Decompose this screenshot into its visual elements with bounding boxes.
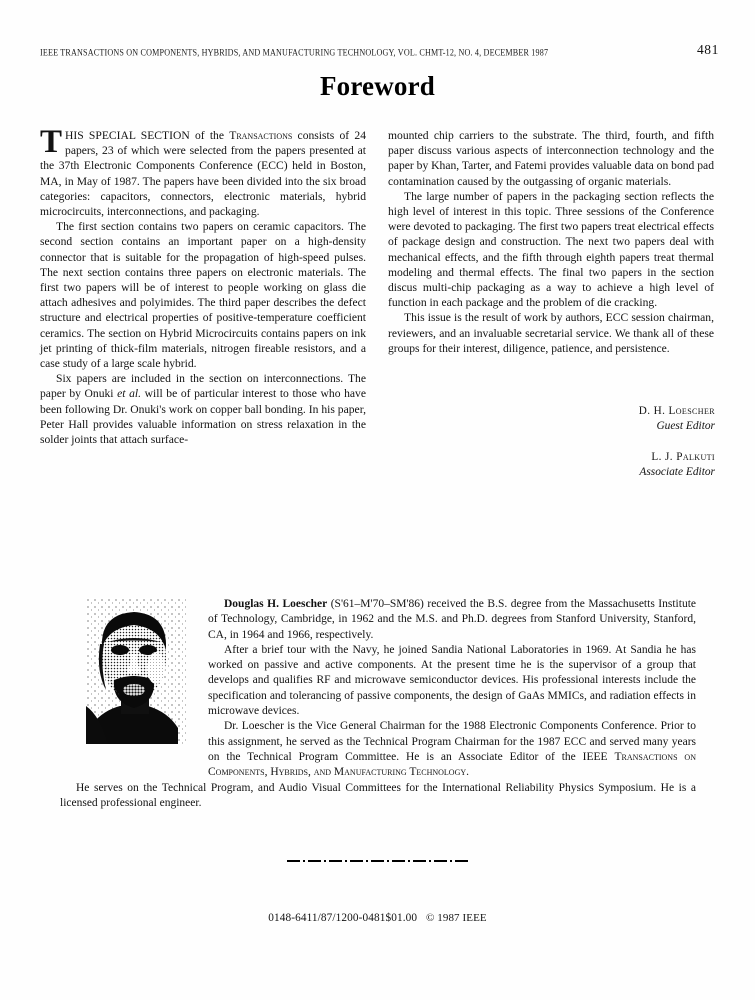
left-p1-lead: HIS SPECIAL SECTION of the [65, 129, 230, 142]
portrait-photo-image [86, 598, 186, 744]
bio-transactions-smallcaps: Transactions on Components, Hybrids, and Manufacturing Technology [208, 750, 696, 779]
copyright-notice: © 1987 IEEE [425, 912, 487, 924]
page-title: Foreword [319, 71, 436, 101]
left-p3-lead: Six papers are included in the section on interconnections. The paper by Onuki [40, 372, 366, 401]
right-paragraph-2: The large number of papers in the packaging section reflects the high level of interest in this topic. Three sessions of the Conference were devoted to packaging. The first two papers treat electrical effects of package design and construction. The next two papers deal with mechanical effects, and the fifth through eighth papers treat thermal modeling and thermal effects. The final two papers in the section discus multi-chip packaging as a way to achieve a high level of function in each package and the problem of die cracking. [388, 189, 714, 310]
left-p1-rest: consists of 24 papers, 23 of which were selected from the papers presented at the 37th Electronic Components Conference (ECC) held in Boston, MA, in May of 1987. The papers have been divided into the six broad categories: capacitors, connectors, electronic materials, hybrid microcircuits, interconnections, and packaging. [40, 129, 366, 219]
drop-cap: T [40, 124, 63, 160]
left-paragraph-2: The first section contains two papers on ceramic capacitors. The second section contains an important paper on a high-density connector that is suitable for the propagation of high-speed pulses. The next section contains three papers on electronic materials. The first two papers will be of interest to people working on glass die attach adhesives and polyimides. The third paper describes the defect structure and electrical properties of positive-temperature coefficient ceramics. The section on Hybrid Microcircuits contains papers on ink jet printing of thick-film materials, nitrogen fireable resistors, and a case study of a large scale hybrid. [40, 220, 366, 371]
running-head [40, 44, 719, 60]
bio-p1-rest: (S'61–M'70–SM'86) received the B.S. degree from the Massachusetts Institute of Technology, Cambridge, in 1962 and the M.S. and Ph.D. degrees from Stanford University, Stanford, CA, in 1964 and 1966, respectively. [208, 598, 697, 641]
right-paragraph-1: mounted chip carriers to the substrate. The third, fourth, and fifth paper discuss various aspects of interconnection technology and the paper by Khan, Tarter, and Fatemi provides valuable data on bond pad contamination caused by the outgassing of organic materials. [388, 129, 714, 188]
et-al-italic: et al. [117, 387, 142, 401]
associate-editor-role: Associate Editor [639, 466, 715, 479]
section-divider [287, 860, 469, 862]
editor-signatures [377, 404, 715, 496]
footer [0, 912, 755, 924]
guest-editor-role: Guest Editor [656, 420, 715, 433]
body-columns [40, 124, 715, 447]
signature-associate-editor [377, 450, 715, 481]
running-head-title: IEEE TRANSACTIONS ON COMPONENTS, HYBRIDS, AND MANUFACTURING TECHNOLOGY, VOL. CHMT-12, NO. 4, DECEMBER 1987 [40, 47, 549, 58]
transactions-smallcaps: Transactions [229, 129, 293, 142]
issn-code: 0148-6411/87/1200-0481$01.00 [268, 912, 418, 924]
left-paragraph-1 [40, 124, 366, 219]
right-column [388, 128, 714, 447]
portrait-photo [86, 598, 186, 744]
bio-paragraph-4: He serves on the Technical Program, and Audio Visual Committees for the International Reliability Physics Symposium. He is a licensed professional engineer. [60, 781, 696, 809]
biography-section [60, 597, 696, 811]
guest-editor-name: D. H. Loescher [638, 405, 715, 417]
bio-paragraph-2: After a brief tour with the Navy, he joined Sandia National Laboratories in 1969. At Sandia he has worked on passive and active components. At the present time he is the supervisor of a group that develops and qualifies RF and microwave semiconductor devices. His professional interests include the specification and tolerancing of passive components, the design of GaAs MMICs, and radiation effects in microwave devices. [208, 643, 696, 718]
signature-guest-editor [377, 404, 715, 435]
biography-name: Douglas H. Loescher [224, 598, 328, 610]
page-number: 481 [696, 42, 719, 57]
associate-editor-name: L. J. Palkuti [651, 450, 715, 463]
left-column [40, 124, 366, 447]
right-paragraph-3: This issue is the result of work by authors, ECC session chairman, reviewers, and an invaluable secretarial service. We thank all of these groups for their interest, diligence, patience, and persistence. [388, 311, 714, 355]
bio-p3-lead: Dr. Loescher is the Vice General Chairman for the 1988 Electronic Components Conference. Prior to this assignment, he served as the Technical Program Chairman for the 1987 ECC and served many years on the Technical Program Committee. He is an Associate Editor of the IEEE [208, 720, 696, 763]
left-paragraph-3 [40, 371, 366, 447]
left-p3-rest: will be of particular interest to those who have been following Dr. Onuki's work on copper ball bonding. In his paper, Peter Hall provides valuable information on stress relaxation in the solder joints that attach surface- [40, 387, 366, 447]
bio-p3-rest: . [466, 766, 470, 779]
